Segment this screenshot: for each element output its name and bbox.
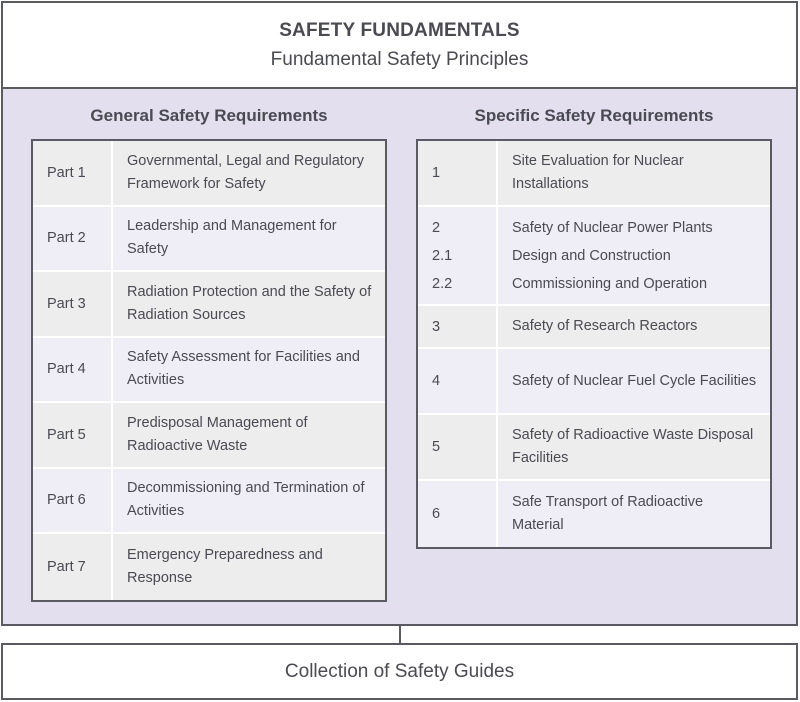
row-number-group — [418, 207, 498, 304]
safety-fundamentals-box — [1, 1, 798, 89]
row-number: 5 — [418, 415, 498, 479]
specific-row-3 — [418, 306, 770, 349]
sub-row-description: Commissioning and Operation — [512, 275, 708, 292]
general-row-part-6 — [33, 469, 385, 535]
safety-fundamentals-title: SAFETY FUNDAMENTALS — [279, 20, 520, 41]
row-number: 1 — [418, 141, 498, 205]
sub-row-description: Design and Construction — [512, 247, 671, 264]
general-row-part-3 — [33, 272, 385, 338]
sub-row-number: 2.1 — [432, 247, 453, 264]
row-description: Site Evaluation for Nuclear Installations — [512, 153, 684, 192]
general-requirements-table — [31, 139, 387, 602]
row-description: Leadership and Management for Safety — [127, 218, 337, 258]
row-description: Governmental, Legal and Regulatory Framework for Safety — [127, 152, 364, 192]
sub-row-number: 2.2 — [432, 275, 453, 292]
row-description: Safety Assessment for Facilities and Activities — [127, 349, 360, 389]
general-row-part-2 — [33, 207, 385, 273]
row-description: Decommissioning and Termination of Activities — [127, 480, 365, 520]
specific-requirements-table — [416, 139, 772, 549]
general-row-part-1 — [33, 141, 385, 207]
row-number: 3 — [418, 306, 498, 347]
row-number: 2 — [432, 219, 441, 236]
row-number: 4 — [418, 349, 498, 413]
specific-row-5 — [418, 415, 770, 481]
row-description: Safety of Nuclear Fuel Cycle Facilities — [512, 372, 757, 389]
general-row-part-4 — [33, 338, 385, 404]
specific-requirements-title: Specific Safety Requirements — [474, 106, 714, 125]
specific-row-2 — [418, 207, 770, 306]
specific-row-6 — [418, 481, 770, 547]
row-description-group — [498, 207, 770, 304]
row-description: Safety of Radioactive Waste Disposal Facilities — [512, 427, 754, 466]
row-description: Predisposal Management of Radioactive Waste — [127, 414, 308, 454]
row-description: Radiation Protection and the Safety of Radiation Sources — [127, 283, 372, 323]
general-requirements-title: General Safety Requirements — [90, 106, 328, 125]
row-number: Part 6 — [33, 469, 113, 533]
safety-fundamentals-subtitle: Fundamental Safety Principles — [270, 49, 529, 70]
row-number: 6 — [418, 481, 498, 547]
row-description: Emergency Preparedness and Response — [127, 546, 323, 586]
specific-row-4 — [418, 349, 770, 415]
row-number: Part 4 — [33, 338, 113, 402]
row-description: Safety of Nuclear Power Plants — [512, 219, 713, 236]
general-row-part-7 — [33, 534, 385, 600]
row-number: Part 7 — [33, 534, 113, 600]
row-number: Part 3 — [33, 272, 113, 336]
row-number: Part 2 — [33, 207, 113, 271]
row-number: Part 1 — [33, 141, 113, 205]
specific-row-1 — [418, 141, 770, 207]
safety-guides-box — [1, 643, 798, 700]
row-number: Part 5 — [33, 403, 113, 467]
safety-requirements-panel — [1, 87, 798, 626]
general-row-part-5 — [33, 403, 385, 469]
row-description: Safe Transport of Radioactive Material — [512, 494, 704, 533]
connector-line — [399, 626, 401, 644]
row-description: Safety of Research Reactors — [512, 318, 698, 334]
safety-guides-label: Collection of Safety Guides — [284, 660, 515, 682]
